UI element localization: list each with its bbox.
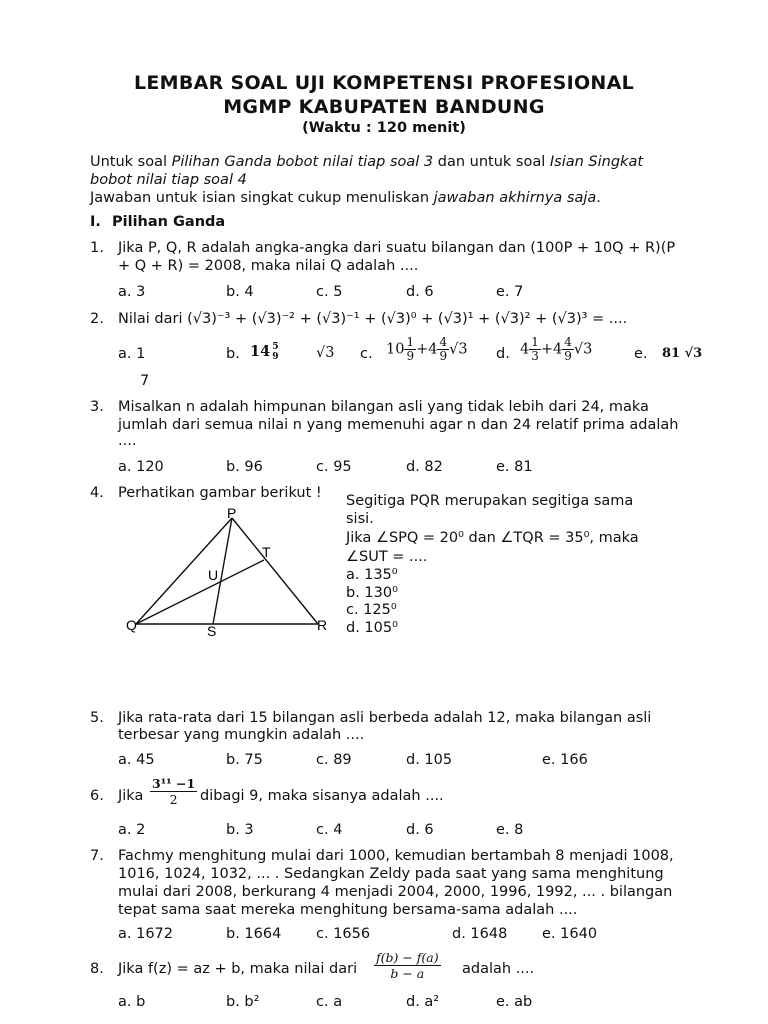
q4-option-d: d. 105⁰ xyxy=(346,620,398,636)
q8-option-b: b. b² xyxy=(226,994,260,1010)
label-p: P xyxy=(227,505,237,521)
q2-d-num1: 1 xyxy=(531,335,539,349)
intro-italic: bobot nilai tiap soal 4 xyxy=(90,172,247,188)
q2-b-fraction xyxy=(270,342,280,362)
q6-fraction xyxy=(150,776,197,807)
q6-frac xyxy=(150,776,197,807)
q2-c-num1: 1 xyxy=(406,335,415,349)
intro-italic: Isian Singkat xyxy=(549,154,644,170)
q6-option-a: a. 2 xyxy=(118,822,146,838)
side-pr xyxy=(232,518,318,624)
q1-text-1: Jika P, Q, R adalah angka-angka dari suatu bilangan dan (100P + 10Q + R)(P xyxy=(118,240,676,256)
q2-option-e-label: e. xyxy=(634,346,648,362)
q2-b-den: 9 xyxy=(272,352,279,362)
q3-text-3: .... xyxy=(118,433,137,449)
q6-number: 6. xyxy=(90,788,104,804)
q2-c-plus: +4 xyxy=(416,341,438,358)
q6-pre: Jika xyxy=(118,788,144,804)
q8-pre: Jika f(z) = az + b, maka nilai dari xyxy=(118,961,358,977)
q2-option-e-value: 81 √3 xyxy=(662,346,703,361)
q5-number: 5. xyxy=(90,710,104,726)
q1-text-2: + Q + R) = 2008, maka nilai Q adalah .... xyxy=(118,258,419,274)
segment-qt xyxy=(136,560,264,624)
q6-option-b: b. 3 xyxy=(226,822,254,838)
q8-option-e: e. ab xyxy=(496,994,533,1010)
q2-c-whole: 10 xyxy=(386,341,405,358)
q3-number: 3. xyxy=(90,399,104,415)
intro-line-3 xyxy=(90,190,601,206)
q3-option-d: d. 82 xyxy=(406,459,443,475)
q4-desc-1: Segitiga PQR merupakan segitiga sama xyxy=(346,493,634,509)
intro-text: dan untuk soal xyxy=(433,154,550,170)
intro-line-2 xyxy=(90,172,247,188)
q2-d-den1: 3 xyxy=(531,349,539,363)
q8-frac xyxy=(374,950,441,981)
q8-option-c: c. a xyxy=(316,994,343,1010)
q7-option-b: b. 1664 xyxy=(226,926,282,942)
q7-option-a: a. 1672 xyxy=(118,926,174,942)
q2-c-fraction-2 xyxy=(437,336,449,363)
intro-text: Untuk soal xyxy=(90,154,172,170)
q7-text-3: mulai dari 2008, berkurang 4 menjadi 2004, 2000, 1996, 1992, ... . bilangan xyxy=(118,884,673,900)
q6-frac-den: 2 xyxy=(169,792,178,807)
q2-option-d-label: d. xyxy=(496,346,510,362)
q8-option-a: a. b xyxy=(118,994,146,1010)
q2-d-root: √3 xyxy=(573,341,593,358)
section-number: I. xyxy=(90,214,101,230)
q6-option-c: c. 4 xyxy=(316,822,343,838)
q3-text-1: Misalkan n adalah himpunan bilangan asli yang tidak lebih dari 24, maka xyxy=(118,399,649,415)
time-info: (Waktu : 120 menit) xyxy=(302,120,466,136)
q8-frac-num: f(b) − f(a) xyxy=(376,950,439,965)
q4-option-a: a. 135⁰ xyxy=(346,567,398,583)
q2-c-den1: 9 xyxy=(406,349,415,363)
q2-d-whole: 4 xyxy=(520,341,530,358)
intro-text: Jawaban untuk isian singkat cukup menuliskan xyxy=(90,190,434,206)
q1-option-a: a. 3 xyxy=(118,284,146,300)
q8-post: adalah .... xyxy=(462,961,535,977)
triangle-figure xyxy=(120,500,340,650)
intro-line-1 xyxy=(90,154,643,170)
q2-d-num2: 4 xyxy=(564,335,572,349)
q3-option-b: b. 96 xyxy=(226,459,263,475)
q2-d-fraction-2 xyxy=(562,336,574,363)
q2-option-b-root: √3 xyxy=(316,345,335,361)
label-r: R xyxy=(317,617,328,633)
q1-option-d: d. 6 xyxy=(406,284,434,300)
q4-desc-3: Jika ∠SPQ = 20⁰ dan ∠TQR = 35⁰, maka xyxy=(346,530,639,546)
q4-desc-2: sisi. xyxy=(346,511,374,527)
q8-frac-den: b − a xyxy=(390,966,425,981)
section-title: Pilihan Ganda xyxy=(112,214,226,230)
q7-text-4: tepat sama saat mereka menghitung bersama-sama adalah .... xyxy=(118,902,578,918)
page-subtitle: MGMP KABUPATEN BANDUNG xyxy=(223,96,545,118)
q3-option-a: a. 120 xyxy=(118,459,164,475)
q7-option-d: d. 1648 xyxy=(452,926,508,942)
q4-number: 4. xyxy=(90,485,104,501)
q2-option-d-value xyxy=(520,336,592,363)
q2-c-num2: 4 xyxy=(439,335,448,349)
label-t: T xyxy=(262,544,271,560)
q2-d-den2: 9 xyxy=(564,349,572,363)
q6-option-d: d. 6 xyxy=(406,822,434,838)
q5-text-1: Jika rata-rata dari 15 bilangan asli berbeda adalah 12, maka bilangan asli xyxy=(118,710,652,726)
q5-option-c: c. 89 xyxy=(316,752,352,768)
q5-option-b: b. 75 xyxy=(226,752,263,768)
q8-fraction xyxy=(374,950,441,981)
q2-text: Nilai dari (√3)⁻³ + (√3)⁻² + (√3)⁻¹ + (√3)⁰ + (√3)¹ + (√3)² + (√3)³ = .... xyxy=(118,311,628,327)
q3-option-c: c. 95 xyxy=(316,459,352,475)
q2-option-a-continued: 7 xyxy=(140,373,150,389)
q2-b-whole: 14 xyxy=(250,343,271,360)
q3-option-e: e. 81 xyxy=(496,459,533,475)
label-u: U xyxy=(208,567,219,583)
intro-text: . xyxy=(596,190,601,206)
label-s: S xyxy=(207,623,217,639)
intro-italic: Pilihan Ganda bobot nilai tiap soal 3 xyxy=(171,154,434,170)
q2-option-a: a. 1 xyxy=(118,346,146,362)
q7-option-c: c. 1656 xyxy=(316,926,371,942)
q4-desc-4: ∠SUT = .... xyxy=(346,549,428,565)
q5-text-2: terbesar yang mungkin adalah .... xyxy=(118,727,365,743)
q3-text-2: jumlah dari semua nilai n yang memenuhi agar n dan 24 relatif prima adalah xyxy=(118,417,679,433)
q8-option-d: d. a² xyxy=(406,994,440,1010)
q2-option-b-value xyxy=(250,342,280,362)
q1-option-e: e. 7 xyxy=(496,284,524,300)
q2-option-c-label: c. xyxy=(360,346,373,362)
q2-c-den2: 9 xyxy=(439,349,448,363)
q1-option-c: c. 5 xyxy=(316,284,343,300)
q8-number: 8. xyxy=(90,961,104,977)
q2-option-c-value xyxy=(386,336,468,363)
q4-option-b: b. 130⁰ xyxy=(346,585,398,601)
q2-c-root: √3 xyxy=(449,341,468,358)
label-q: Q xyxy=(126,617,137,633)
intro-italic: jawaban akhirnya saja xyxy=(433,190,597,206)
q5-option-e: e. 166 xyxy=(542,752,588,768)
q4-text: Perhatikan gambar berikut ! xyxy=(118,485,322,501)
q7-text-2: 1016, 1024, 1032, ... . Sedangkan Zeldy pada saat yang sama menghitung xyxy=(118,866,664,882)
q6-post: dibagi 9, maka sisanya adalah .... xyxy=(200,788,444,804)
q7-number: 7. xyxy=(90,848,104,864)
q2-d-fraction-1 xyxy=(529,336,541,363)
q2-option-b-label: b. xyxy=(226,346,240,362)
q1-number: 1. xyxy=(90,240,104,256)
q2-b-num: 5 xyxy=(272,342,279,352)
q2-number: 2. xyxy=(90,311,104,327)
q4-option-c: c. 125⁰ xyxy=(346,602,397,618)
page-title: LEMBAR SOAL UJI KOMPETENSI PROFESIONAL xyxy=(133,72,635,94)
q2-c-fraction-1 xyxy=(404,336,416,363)
q7-option-e: e. 1640 xyxy=(542,926,598,942)
q6-frac-num: 3¹¹ −1 xyxy=(152,776,196,791)
q5-option-d: d. 105 xyxy=(406,752,453,768)
q6-option-e: e. 8 xyxy=(496,822,524,838)
q2-d-plus: +4 xyxy=(540,341,563,358)
q7-text-1: Fachmy menghitung mulai dari 1000, kemudian bertambah 8 menjadi 1008, xyxy=(118,848,674,864)
q1-option-b: b. 4 xyxy=(226,284,254,300)
q5-option-a: a. 45 xyxy=(118,752,155,768)
